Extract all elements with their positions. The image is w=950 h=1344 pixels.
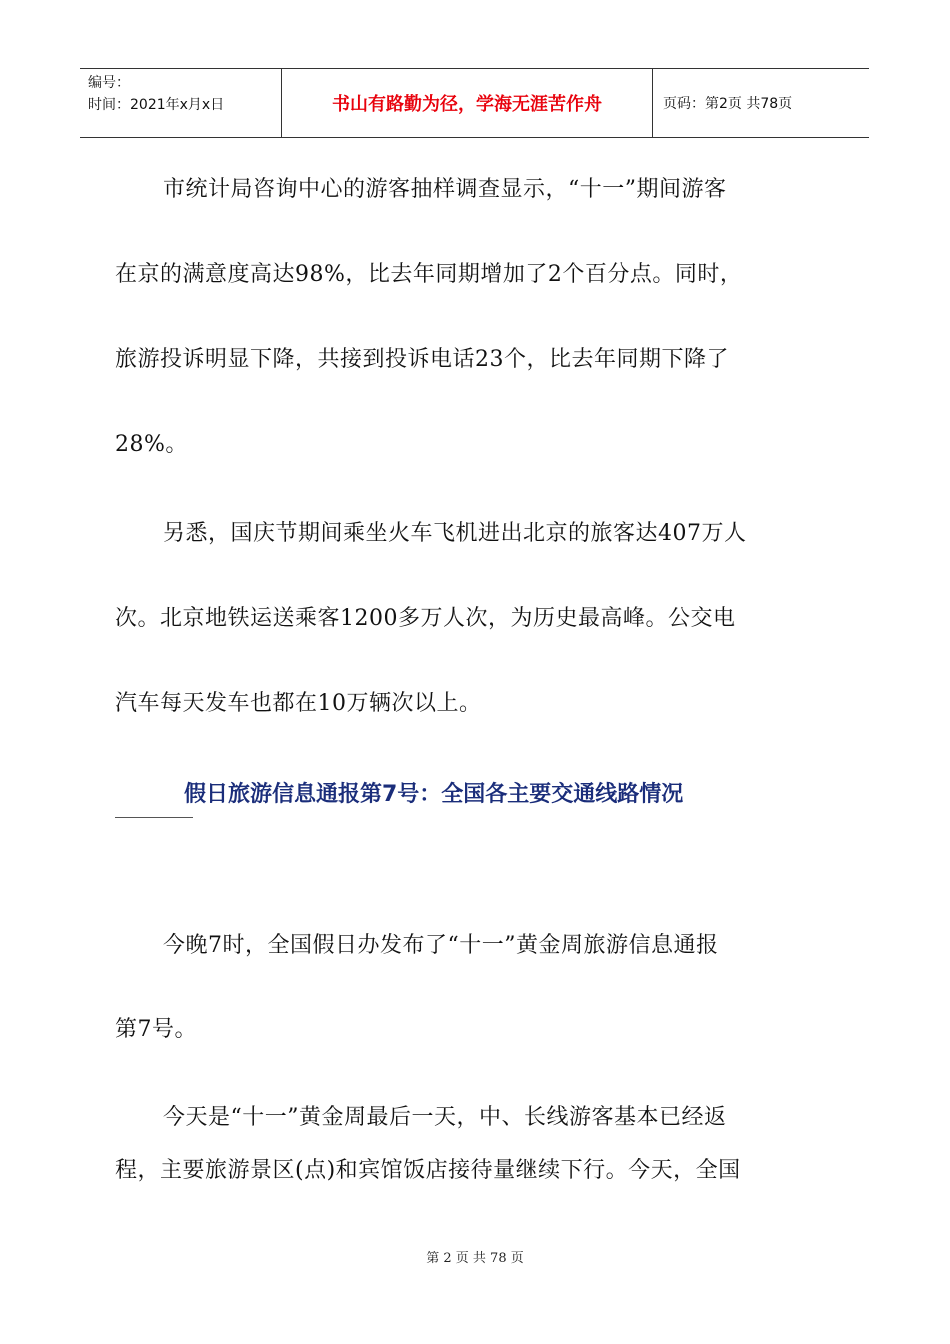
header-motto: 书山有路勤为径，学海无涯苦作舟 bbox=[282, 69, 653, 137]
paragraph-line: 28%。 bbox=[115, 432, 188, 457]
paragraph-line: 程，主要旅游景区(点)和宾馆饭店接待量继续下行。今天，全国 bbox=[115, 1158, 741, 1183]
paragraph-line: 次。北京地铁运送乘客1200多万人次，为历史最高峰。公交电 bbox=[115, 606, 736, 631]
paragraph-line: 今晚7时，全国假日办发布了“十一”黄金周旅游信息通报 bbox=[163, 933, 719, 958]
page-footer: 第 2 页 共 78 页 bbox=[426, 1251, 524, 1266]
paragraph-line: 今天是“十一”黄金周最后一天，中、长线游客基本已经返 bbox=[163, 1105, 727, 1130]
paragraph-line: 另悉，国庆节期间乘坐火车飞机进出北京的旅客达407万人 bbox=[163, 521, 747, 546]
document-time-label: 时间：2021年x月x日 bbox=[88, 97, 225, 113]
paragraph-line: 在京的满意度高达98%，比去年同期增加了2个百分点。同时， bbox=[115, 262, 743, 287]
header-page-code: 页码：第2页 共78页 bbox=[663, 96, 793, 112]
paragraph-line: 汽车每天发车也都在10万辆次以上。 bbox=[115, 691, 482, 716]
paragraph-line: 市统计局咨询中心的游客抽样调查显示，“十一”期间游客 bbox=[163, 177, 727, 202]
document-number-label: 编号： bbox=[88, 75, 130, 91]
paragraph-line: 旅游投诉明显下降，共接到投诉电话23个，比去年同期下降了 bbox=[115, 347, 729, 372]
paragraph-line: 第7号。 bbox=[115, 1017, 197, 1042]
title-underline bbox=[115, 817, 193, 818]
section-title: 假日旅游信息通报第7号：全国各主要交通线路情况 bbox=[184, 782, 684, 807]
